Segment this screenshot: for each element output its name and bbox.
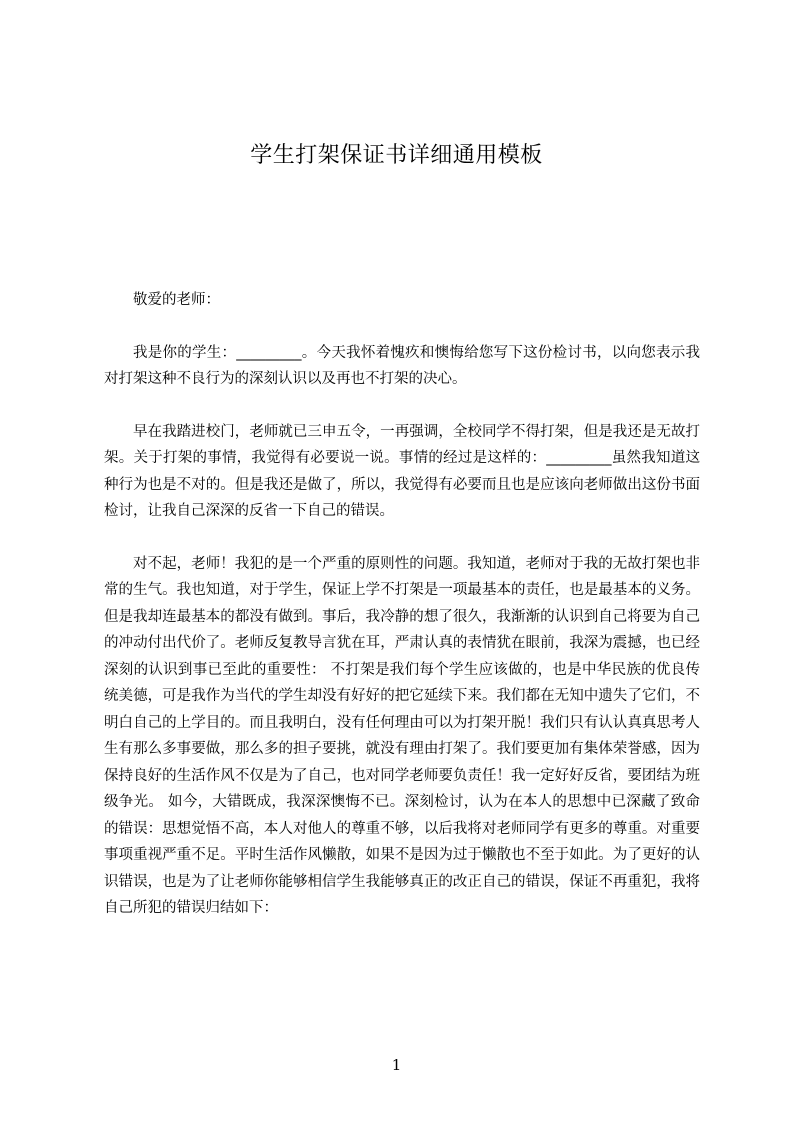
paragraph-intro: 我是你的学生：_________。今天我怀着愧疚和懊悔给您写下这份检讨书，以向您表示我对打架这种不良行为的深刻认识以及再也不打架的决心。 [104,344,700,387]
paragraph-reflection: 对不起，老师！我犯的是一个严重的原则性的问题。我知道，老师对于我的无故打架也非常的生气。我也知道，对于学生，保证上学不打架是一项最基本的责任，也是最基本的义务。但是我却连最基本的都没有做到。事后，我冷静的想了很久，我渐渐的认识到自己将要为自己的冲动付出代价了。老师反复教导言犹在耳，严肃认真的表情犹在眼前，我深为震撼，也已经深刻的认识到事已至此的重要性： 不打架是我们每个学生应该做的，也是中华民族的优良传统美德，可是我作为当代的学生却没有好好的把它延续下来。我们都在无知中遗失了它们，不明白自己的上学目的。而且我明白，没有任何理由可以为打架开脱！我们只有认认真真思考人生有那么多事要做，那么多的担子要挑，就没有理由打架了。我们要更加有集体荣誉感，因为保持良好的生活作风不仅是为了自己，也对同学老师要负责任！我一定好好反省，要团结为班级争光。 如今，大错既成，我深深懊悔不已。深刻检讨，认为在本人的思想中已深藏了致命的错误：思想觉悟不高，本人对他人的尊重不够，以后我将对老师同学有更多的尊重。对重要事项重视严重不足。平时生活作风懒散，如果不是因为过于懒散也不至于如此。为了更好的认识错误，也是为了让老师你能够相信学生我能够真正的改正自己的错误，保证不再重犯，我将自己所犯的错误归结如下： [104,555,700,916]
paragraph-incident: 早在我踏进校门，老师就已三申五令，一再强调，全校同学不得打架，但是我还是无故打架。关于打架的事情，我觉得有必要说一说。事情的经过是这样的：_________虽然我知道这种行为也是不对的。但是我还是做了，所以，我觉得有必要而且也是应该向老师做出这份书面检讨，让我自己深深的反省一下自己的错误。 [104,423,700,519]
document-body [104,287,700,948]
document-title: 学生打架保证书详细通用模板 [250,143,543,168]
page-number: 1 [391,1056,402,1074]
salutation: 敬爱的老师： [133,292,220,308]
